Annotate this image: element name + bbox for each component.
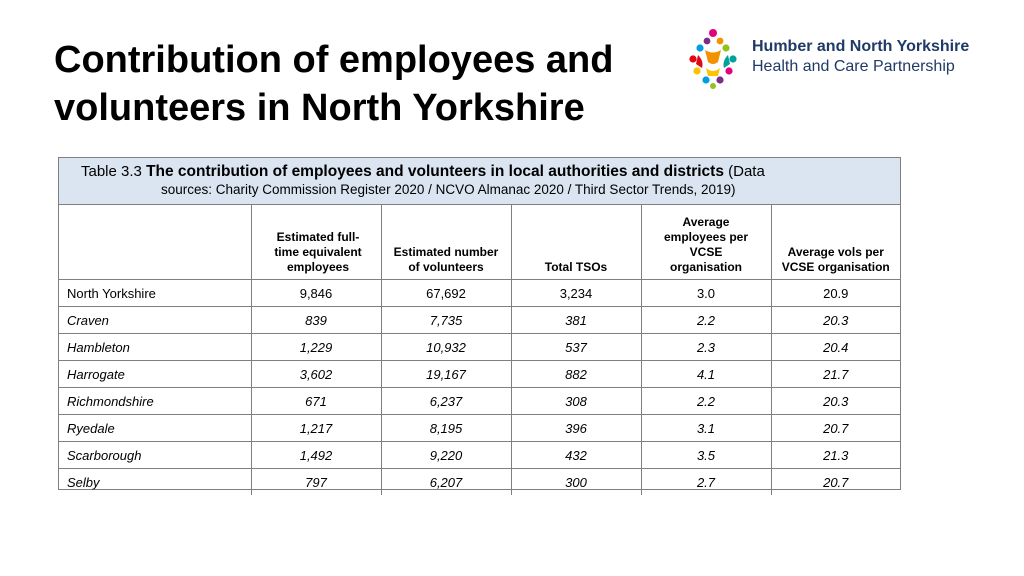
title-line-1: Contribution of employees and	[54, 39, 614, 81]
header-cell: Average employees per VCSE organisation	[641, 205, 771, 280]
title-line-2: volunteers in North Yorkshire	[54, 87, 585, 129]
table-cell: 6,237	[381, 388, 511, 415]
table-cell: 21.3	[771, 442, 900, 469]
table-cell: 8,195	[381, 415, 511, 442]
header-cell	[59, 205, 251, 280]
header-row	[59, 205, 900, 280]
table-cell: 20.3	[771, 307, 900, 334]
table-row	[59, 388, 900, 415]
contribution-table	[58, 157, 901, 490]
table-cell: 3,234	[511, 280, 641, 307]
table-row	[59, 442, 900, 469]
table-cell: 20.9	[771, 280, 900, 307]
table-cell: 9,220	[381, 442, 511, 469]
header-cell: Estimated number of volunteers	[381, 205, 511, 280]
partnership-logo	[684, 28, 1004, 90]
row-label: Ryedale	[59, 415, 251, 442]
people-circle-logo-icon	[684, 28, 742, 90]
table-cell: 20.7	[771, 415, 900, 442]
table-row	[59, 469, 900, 496]
row-label: Richmondshire	[59, 388, 251, 415]
table-cell: 432	[511, 442, 641, 469]
table-row	[59, 415, 900, 442]
table-cell: 2.2	[641, 307, 771, 334]
table-cell: 797	[251, 469, 381, 496]
table-cell: 1,492	[251, 442, 381, 469]
table-cell: 300	[511, 469, 641, 496]
table-caption	[59, 158, 900, 205]
table-row	[59, 334, 900, 361]
logo-text	[752, 37, 969, 77]
caption-paren: (Data	[728, 163, 765, 180]
row-label: Scarborough	[59, 442, 251, 469]
table-cell: 3.0	[641, 280, 771, 307]
table-cell: 3.1	[641, 415, 771, 442]
row-label: Selby	[59, 469, 251, 496]
table-cell: 4.1	[641, 361, 771, 388]
table-row	[59, 307, 900, 334]
table-cell: 381	[511, 307, 641, 334]
table-cell: 882	[511, 361, 641, 388]
table-cell: 20.4	[771, 334, 900, 361]
caption-title: The contribution of employees and volunteers in local authorities and districts	[146, 163, 724, 180]
table-row	[59, 361, 900, 388]
table-cell: 2.2	[641, 388, 771, 415]
table-cell: 6,207	[381, 469, 511, 496]
row-label: Craven	[59, 307, 251, 334]
table-cell: 537	[511, 334, 641, 361]
table-cell: 19,167	[381, 361, 511, 388]
header-cell: Average vols per VCSE organisation	[771, 205, 900, 280]
caption-prefix: Table 3.3	[81, 163, 142, 180]
table-cell: 9,846	[251, 280, 381, 307]
table-cell: 10,932	[381, 334, 511, 361]
table-cell: 308	[511, 388, 641, 415]
table-cell: 3.5	[641, 442, 771, 469]
logo-subtitle: Health and Care Partnership	[752, 58, 955, 75]
table-cell: 2.3	[641, 334, 771, 361]
table-cell: 671	[251, 388, 381, 415]
header-cell: Total TSOs	[511, 205, 641, 280]
table-cell: 20.7	[823, 474, 849, 490]
row-label: Hambleton	[59, 334, 251, 361]
table-cell: 7,735	[381, 307, 511, 334]
row-label: Harrogate	[59, 361, 251, 388]
header-cell: Estimated full-time equivalent employees	[251, 205, 381, 280]
table-row	[59, 280, 900, 307]
table-cell: 67,692	[381, 280, 511, 307]
table-cell: 839	[251, 307, 381, 334]
logo-name: Humber and North Yorkshire	[752, 38, 970, 55]
table-cell: 2.7	[641, 469, 771, 496]
slide-title	[54, 36, 674, 132]
table-cell: 3,602	[251, 361, 381, 388]
table-cell: 1,217	[251, 415, 381, 442]
data-table	[59, 205, 900, 495]
caption-sources: sources: Charity Commission Register 2020 / NCVO Almanac 2020 / Third Sector Trends, 2019)	[161, 182, 736, 197]
table-cell: 396	[511, 415, 641, 442]
table-cell: 1,229	[251, 334, 381, 361]
table-cell: 21.7	[771, 361, 900, 388]
row-label: North Yorkshire	[59, 280, 251, 307]
table-cell: 20.3	[771, 388, 900, 415]
